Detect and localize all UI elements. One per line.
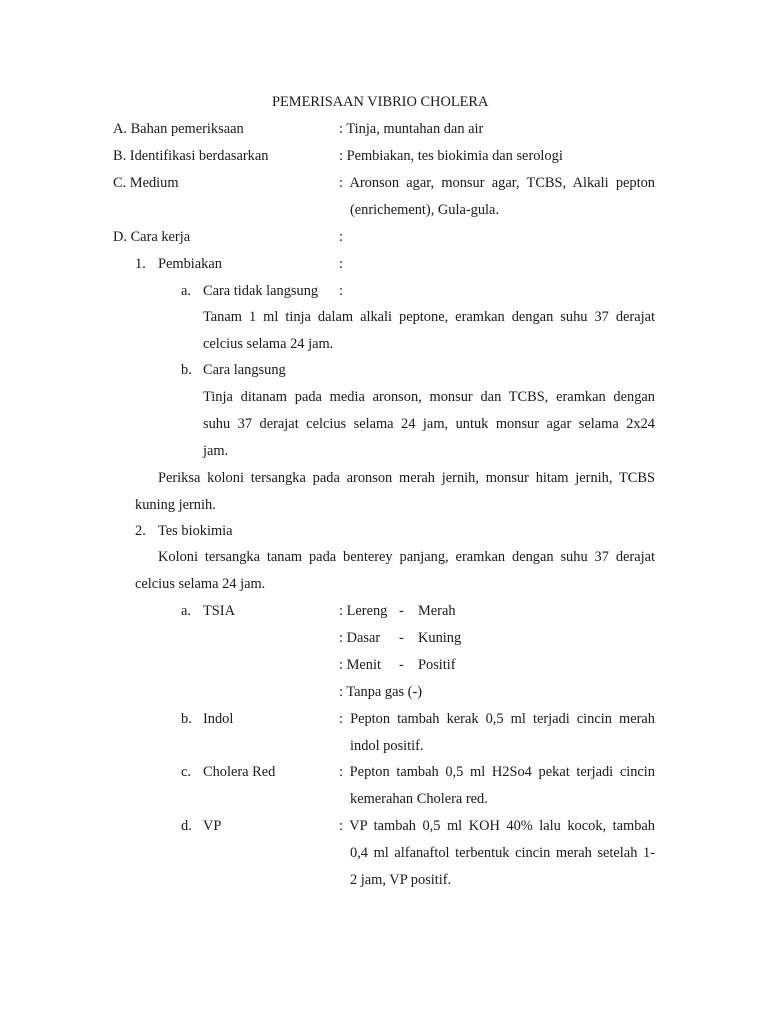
section-b-label: B. Identifikasi berdasarkan (113, 148, 269, 164)
langsung-text-line1: Tinja ditanam pada media aronson, monsur dan TCBS, eramkan dengan (203, 389, 655, 405)
cholera-red-marker: c. (181, 764, 191, 780)
tsia-menit: : Menit (339, 657, 381, 673)
document-title: PEMERISAAN VIBRIO CHOLERA (272, 94, 489, 110)
indol-label: Indol (203, 711, 234, 727)
vp-text-line3: 2 jam, VP positif. (350, 872, 452, 888)
section-d-label: D. Cara kerja (113, 229, 191, 245)
tidak-langsung-colon: : (339, 283, 343, 299)
pembiakan-number: 1. (135, 256, 146, 272)
tidak-langsung-text-line2: celcius selama 24 jam. (203, 336, 334, 352)
tsia-gas: : Tanpa gas (-) (339, 684, 423, 700)
tsia-lereng: : Lereng (339, 603, 388, 619)
biokimia-intro-line1: Koloni tersangka tanam pada benterey panjang, eramkan dengan suhu 37 derajat (158, 549, 655, 565)
tsia-dasar: : Dasar (339, 630, 381, 646)
biokimia-label: Tes biokimia (158, 523, 233, 539)
tsia-menit-dash: - (399, 657, 404, 673)
pembiakan-label: Pembiakan (158, 256, 222, 272)
tsia-lereng-result: Merah (418, 603, 456, 619)
vp-label: VP (203, 818, 222, 834)
section-c-value-line2: (enrichement), Gula-gula. (350, 202, 500, 218)
section-c-label: C. Medium (113, 175, 179, 191)
periksa-koloni-line1: Periksa koloni tersangka pada aronson merah jernih, monsur hitam jernih, TCBS (158, 470, 655, 486)
pembiakan-colon: : (339, 256, 343, 272)
tsia-label: TSIA (203, 603, 235, 619)
indol-text-line2: indol positif. (350, 738, 424, 754)
periksa-koloni-line2: kuning jernih. (135, 497, 216, 513)
vp-text-line1: : VP tambah 0,5 ml KOH 40% lalu kocok, tambah (339, 818, 655, 834)
indol-marker: b. (181, 711, 192, 727)
indol-text-line1: : Pepton tambah kerak 0,5 ml terjadi cincin merah (339, 711, 655, 727)
tsia-dasar-result: Kuning (418, 630, 462, 646)
langsung-label: Cara langsung (203, 362, 286, 378)
tidak-langsung-marker: a. (181, 283, 191, 299)
section-b-value: : Pembiakan, tes biokimia dan serologi (339, 148, 563, 164)
biokimia-number: 2. (135, 523, 146, 539)
section-a-value: : Tinja, muntahan dan air (339, 121, 484, 137)
vp-text-line2: 0,4 ml alfanaftol terbentuk cincin merah setelah 1- (350, 845, 655, 861)
section-d-colon: : (339, 229, 343, 245)
vp-marker: d. (181, 818, 192, 834)
langsung-marker: b. (181, 362, 192, 378)
section-c-value-line1: : Aronson agar, monsur agar, TCBS, Alkali pepton (339, 175, 655, 191)
section-a-label: A. Bahan pemeriksaan (113, 121, 244, 137)
cholera-red-label: Cholera Red (203, 764, 276, 780)
tidak-langsung-label: Cara tidak langsung (203, 283, 319, 299)
cholera-red-text-line2: kemerahan Cholera red. (350, 791, 488, 807)
cholera-red-text-line1: : Pepton tambah 0,5 ml H2So4 pekat terjadi cincin (339, 764, 655, 780)
biokimia-intro-line2: celcius selama 24 jam. (135, 576, 266, 592)
tsia-marker: a. (181, 603, 191, 619)
langsung-text-line3: jam. (203, 443, 229, 459)
tsia-dasar-dash: - (399, 630, 404, 646)
tidak-langsung-text-line1: Tanam 1 ml tinja dalam alkali peptone, eramkan dengan suhu 37 derajat (203, 309, 655, 325)
langsung-text-line2: suhu 37 derajat celcius selama 24 jam, untuk monsur agar selama 2x24 (203, 416, 655, 432)
tsia-lereng-dash: - (399, 603, 404, 619)
tsia-menit-result: Positif (418, 657, 456, 673)
